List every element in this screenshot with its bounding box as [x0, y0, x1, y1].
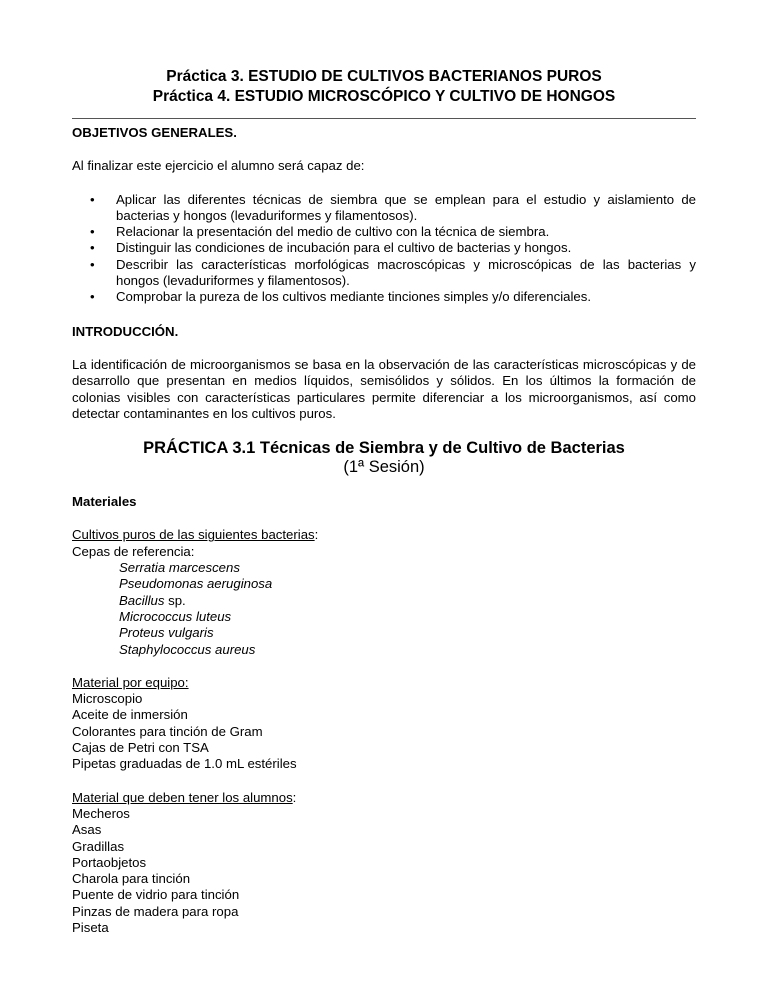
title-line-1: Práctica 3. ESTUDIO DE CULTIVOS BACTERIANOS PUROS: [166, 68, 602, 85]
cultures-label-colon: :: [314, 527, 319, 543]
objective-item: • Relacionar la presentación del medio de cultivo con la técnica de siembra.: [116, 224, 696, 240]
title-line-2: Práctica 4. ESTUDIO MICROSCÓPICO Y CULTIVO DE HONGOS: [152, 88, 616, 105]
student-materials-section: [72, 790, 696, 937]
student-material-item: Pinzas de madera para ropa: [72, 903, 239, 919]
student-materials-label-text: Material que deben tener los alumnos: [72, 789, 293, 805]
objective-item: • Distinguir las condiciones de incubación para el cultivo de bacterias y hongos.: [116, 240, 696, 256]
student-materials-label: [72, 790, 696, 806]
practice-title: PRÁCTICA 3.1 Técnicas de Siembra y de Cultivo de Bacterias: [143, 439, 625, 458]
objectives-intro: Al finalizar este ejercicio el alumno será capaz de:: [72, 158, 365, 174]
team-materials-label: Material por equipo:: [72, 674, 189, 690]
strain-name: Proteus vulgaris: [119, 625, 214, 641]
objective-item: • Comprobar la pureza de los cultivos mediante tinciones simples y/o diferenciales.: [116, 289, 696, 305]
student-material-item: Puente de vidrio para tinción: [72, 887, 240, 903]
team-material-item: Pipetas graduadas de 1.0 mL estériles: [72, 756, 297, 772]
team-material-item: Cajas de Petri con TSA: [72, 740, 209, 756]
strain-name: Micrococcus luteus: [119, 608, 232, 624]
reference-strains-label: Cepas de referencia:: [72, 543, 195, 559]
objective-item: • Describir las características morfológicas macroscópicas y microscópicas de las bacterias y hongos (levaduriformes y filamentosos).: [116, 257, 696, 290]
student-material-item: Asas: [72, 822, 102, 838]
strain-suffix: sp.: [164, 592, 186, 608]
strain-item: [72, 609, 696, 625]
objectives-list: [72, 192, 696, 306]
student-material-item: Portaobjetos: [72, 854, 147, 870]
student-materials-label-colon: :: [292, 789, 297, 805]
strain-item: [72, 560, 696, 576]
introduction-heading: INTRODUCCIÓN.: [72, 323, 179, 339]
student-material-item: Charola para tinción: [72, 871, 191, 887]
introduction-paragraph: La identificación de microorganismos se basa en la observación de las características microscópicas y de desarrollo que presentan en medios líquidos, semisólidos y sólidos. En los últimos la formación de colonias visibles con características particulares permite diferenciar a los microorganismos, así como detectar contaminantes en los cultivos puros.: [72, 356, 696, 421]
student-material-item: Gradillas: [72, 838, 125, 854]
cultures-section: [72, 527, 696, 657]
strain-name: Staphylococcus aureus: [119, 641, 256, 657]
objectives-heading: OBJETIVOS GENERALES.: [72, 125, 237, 140]
strain-item: [72, 625, 696, 641]
student-material-item: Piseta: [72, 919, 109, 935]
document-header: [72, 67, 696, 107]
team-material-item: Microscopio: [72, 691, 143, 707]
team-materials-section: [72, 675, 696, 773]
team-material-item: Colorantes para tinción de Gram: [72, 723, 263, 739]
document-body: [72, 125, 696, 936]
team-material-item: Aceite de inmersión: [72, 707, 188, 723]
strain-item: [72, 642, 696, 658]
strain-item: [72, 593, 696, 609]
strain-name: Pseudomonas aeruginosa: [119, 576, 273, 592]
cultures-label-text: Cultivos puros de las siguientes bacterias: [72, 527, 315, 543]
strain-item: [72, 576, 696, 592]
strain-name: Bacillus: [119, 592, 165, 608]
strain-name: Serratia marcescens: [119, 560, 240, 576]
objective-item: • Aplicar las diferentes técnicas de siembra que se emplean para el estudio y aislamiento de bacterias y hongos (levaduriformes y filamentosos).: [116, 192, 696, 225]
header-divider: [72, 118, 696, 119]
student-material-item: Mecheros: [72, 805, 130, 821]
cultures-label: [72, 527, 696, 543]
materials-heading: Materiales: [72, 494, 137, 510]
practice-session: (1ª Sesión): [343, 458, 425, 477]
